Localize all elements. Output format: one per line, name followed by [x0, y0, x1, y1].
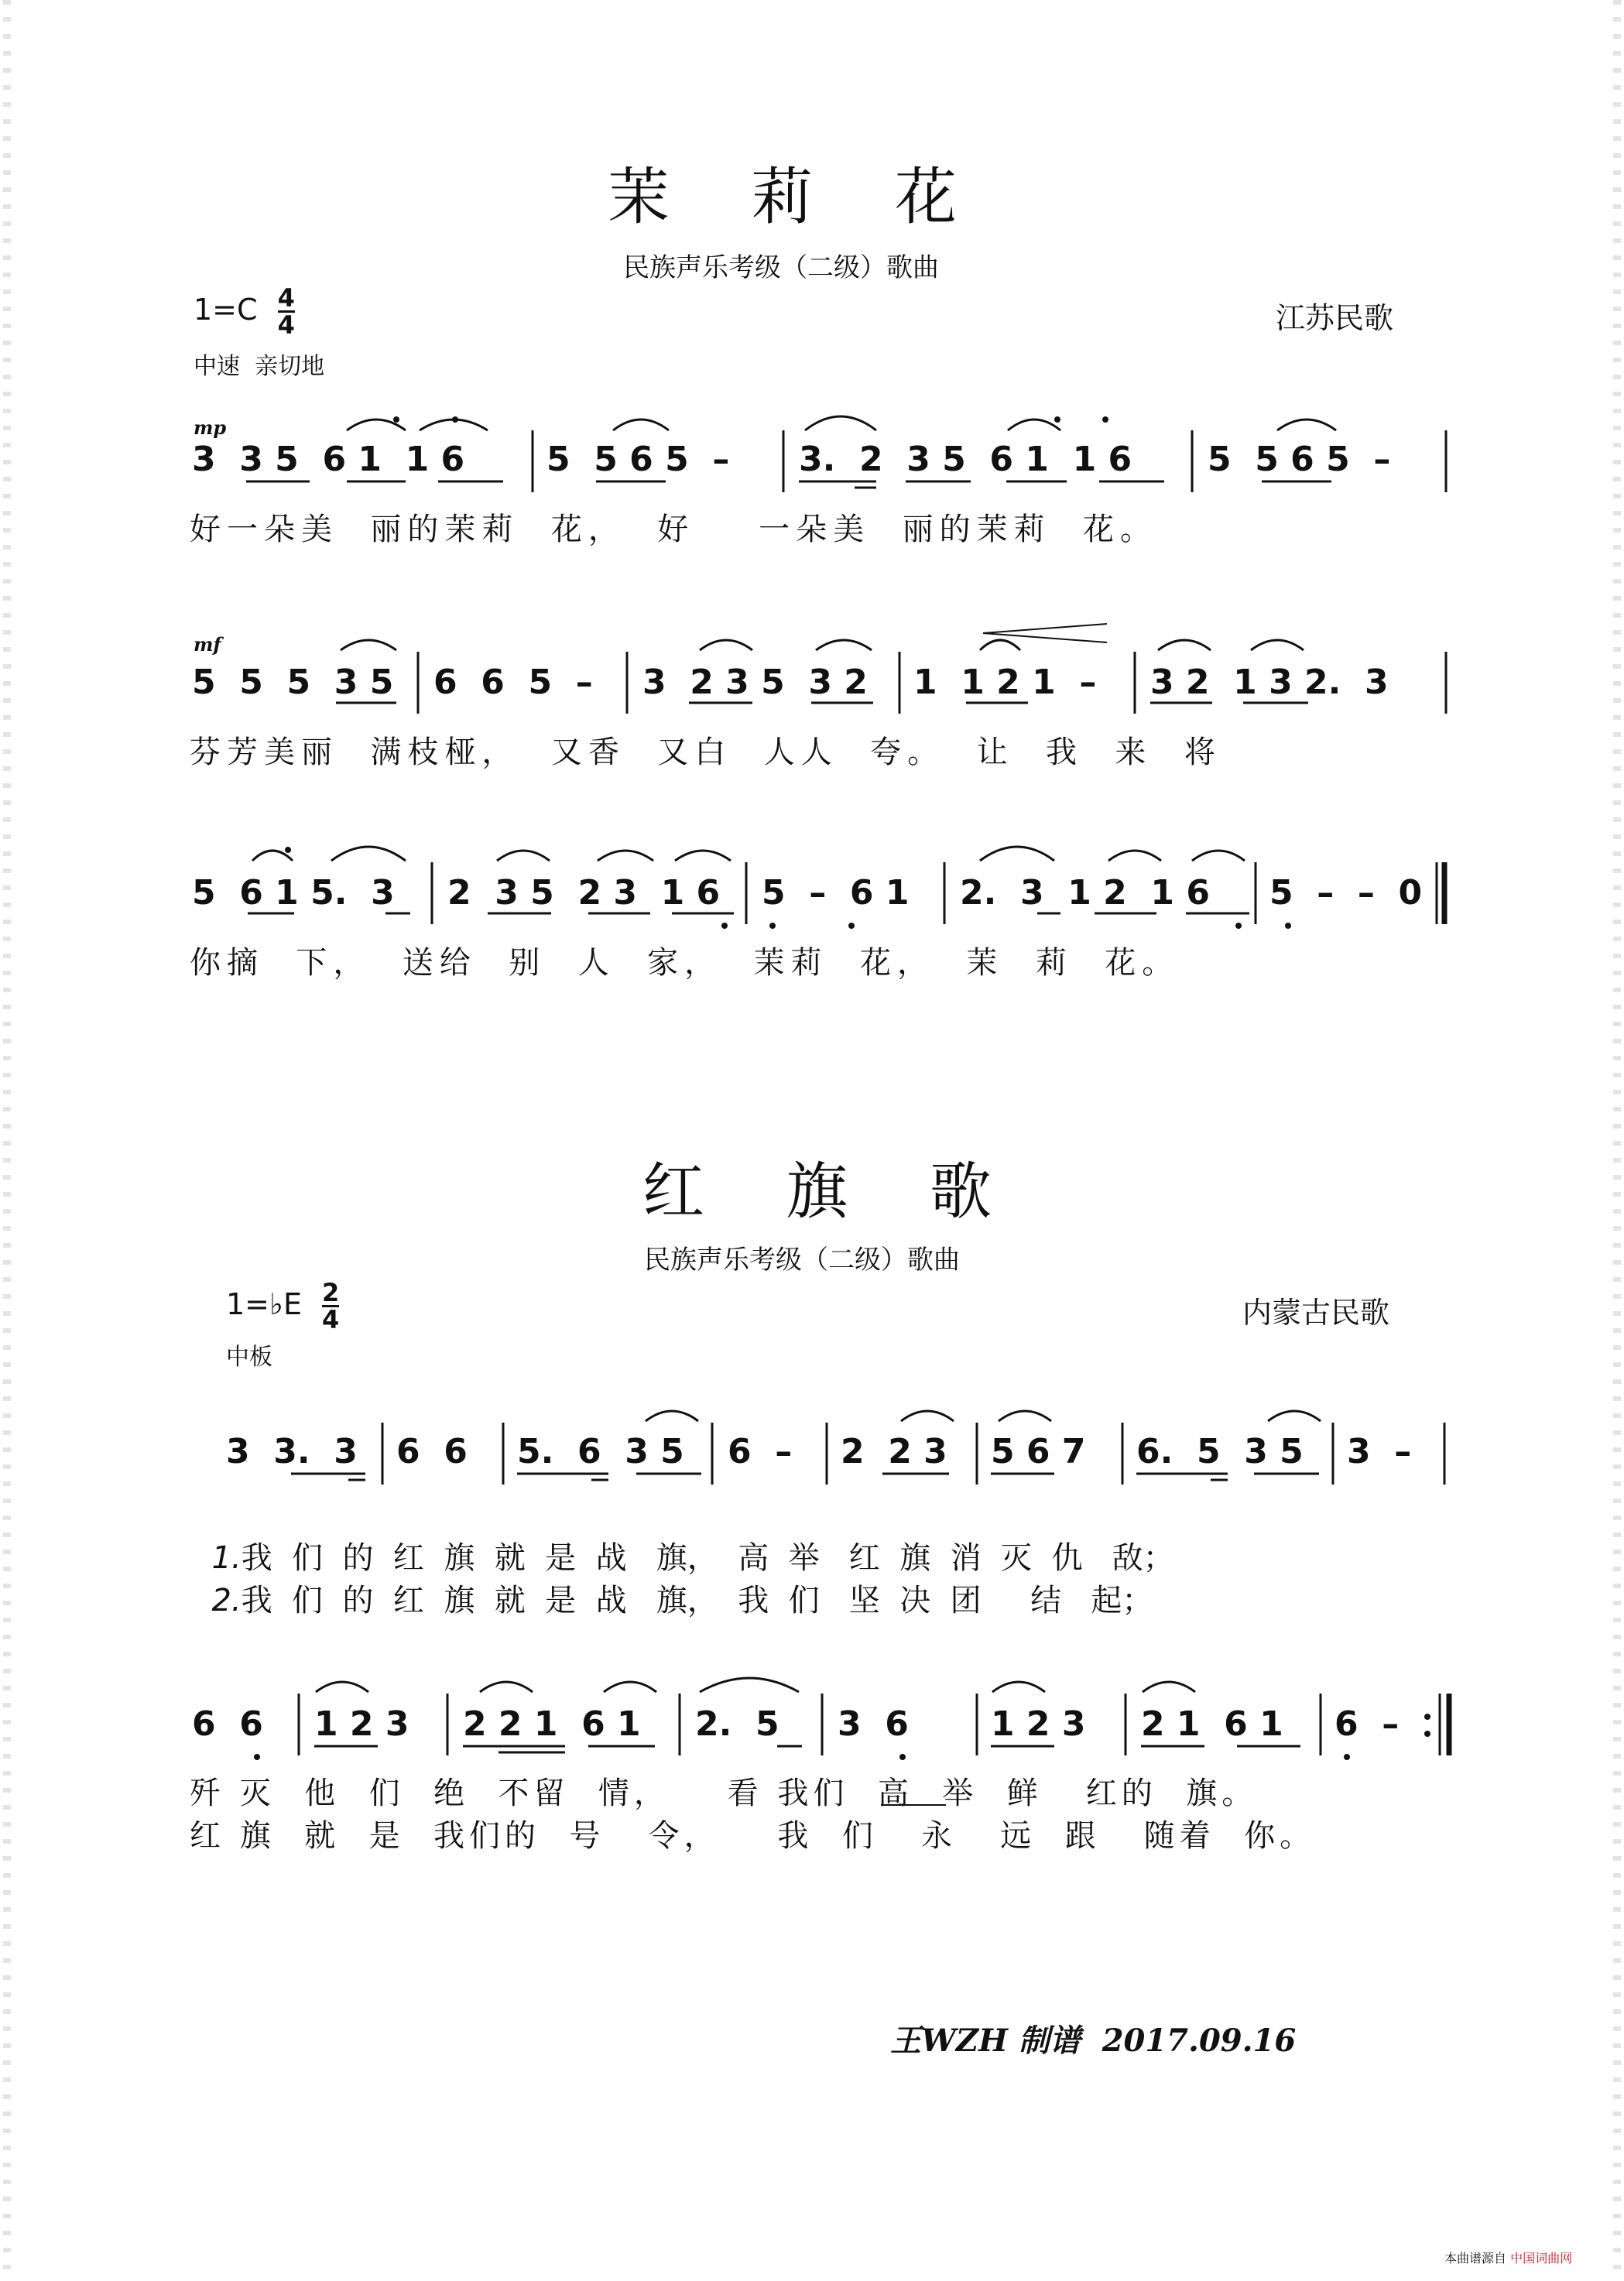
song2-row1-measure3: 5. 6 3 5 — [517, 1432, 684, 1471]
slur — [316, 1682, 368, 1692]
octave-dot — [848, 923, 855, 929]
octave-dot — [1102, 416, 1108, 423]
song2-row2-measure4: 2. 5 — [695, 1704, 779, 1744]
octave-dot — [1344, 1754, 1350, 1760]
slur — [700, 640, 752, 650]
transcriber-signature: 王WZH 制谱 2017.09.16 — [890, 2022, 1297, 2059]
song1-row2-measure5: 3 2 1 3 2. 3 — [1150, 663, 1389, 702]
song2-row2-measure7: 2 1 6 1 — [1141, 1704, 1283, 1744]
slur — [1143, 1682, 1195, 1692]
slur — [675, 851, 731, 861]
song1-row3-measure2: 2 3 5 2 3 1 6 — [447, 873, 721, 913]
octave-dot — [285, 847, 291, 853]
song2-key: 1=♭E — [226, 1287, 302, 1321]
song2-row2-measure8: 6 – — [1334, 1704, 1400, 1744]
song1-tempo: 中速 亲切地 — [194, 353, 325, 380]
footer-source: 本曲谱源自 中国词曲网 — [1444, 2251, 1573, 2266]
song2-row1-measure1: 3 3. 3 — [226, 1432, 358, 1471]
song1-row2-measure3: 3 2 3 5 3 2 — [642, 663, 868, 702]
song2-row2-verse2: 红 旗 就 是 我们的 号 令， 我 们 永 远 跟 随着 你。 — [190, 1818, 1316, 1854]
octave-dot — [769, 923, 776, 929]
song1-row1-measure3: 3. 2 3 5 6 1 1 6 — [799, 440, 1132, 479]
slur — [1268, 1411, 1321, 1421]
slur — [816, 640, 872, 650]
song1-row1-measure2: 5 5 6 5 – — [546, 440, 730, 479]
slur — [805, 416, 876, 430]
song1-subtitle: 民族声乐考级（二级）歌曲 — [623, 252, 939, 283]
octave-dot — [1285, 923, 1291, 929]
slur — [497, 851, 550, 861]
song2-row2-measure6: 1 2 3 — [991, 1704, 1086, 1744]
slur — [1277, 420, 1336, 430]
song1-row1-measure1: 3 3 5 6 1 1 6 — [192, 440, 465, 479]
slur — [992, 1682, 1045, 1692]
octave-dot — [721, 923, 728, 929]
song1-title: 茉 莉 花 — [608, 161, 957, 233]
song1-time-signature: $\frac{4}{4}$ — [277, 283, 295, 340]
slur — [901, 1411, 954, 1421]
song2-row2-measure2: 1 2 3 — [314, 1704, 409, 1744]
song2-row1-measure5: 2 2 3 — [841, 1432, 947, 1471]
song1-row2-measure2: 6 6 5 – — [433, 663, 593, 702]
song1-dynamic-mf: mf — [194, 633, 221, 656]
footer-site-link[interactable]: 中国词曲网 — [1510, 2251, 1573, 2266]
slur — [700, 1678, 799, 1692]
song1-row3-measure4: 2. 3 1 2 1 6 — [960, 873, 1210, 913]
repeat-dot — [1424, 1714, 1430, 1720]
octave-dot — [1054, 416, 1060, 423]
slur — [646, 1411, 698, 1421]
slur — [1008, 420, 1060, 430]
song2-row2-measure5: 3 6 — [838, 1704, 909, 1744]
octave-dot — [393, 416, 399, 423]
slur — [480, 1682, 533, 1692]
octave-dot — [899, 1754, 906, 1760]
song1-row3-measure3: 5 – 6 1 — [762, 873, 910, 913]
song1-row2-measure1: 5 5 5 3 5 — [192, 663, 394, 702]
song1-row3-measure5: 5 – – 0 — [1269, 873, 1423, 913]
slur — [1158, 640, 1211, 650]
slur — [331, 847, 406, 861]
repeat-dot — [1424, 1731, 1430, 1737]
song2-row1-verse1: 1.我 们 的 红 旗 就 是 战 旗， 高 举 红 旗 消 灭 仇 敌； — [211, 1540, 1174, 1576]
song2-row1-measure2: 6 6 — [396, 1432, 468, 1471]
song1-key: 1=C — [194, 293, 258, 327]
octave-dot — [1235, 923, 1242, 929]
slur — [604, 1682, 656, 1692]
song2-subtitle: 民族声乐考级（二级）歌曲 — [644, 1245, 960, 1276]
song1-row1-measure4: 5 5 6 5 – — [1208, 440, 1391, 479]
song2-row1-measure8: 3 – — [1347, 1432, 1412, 1471]
song2-row1-measure7: 6. 5 3 5 — [1136, 1432, 1304, 1471]
slur — [341, 640, 396, 650]
song2-row1-measure6: 5 6 7 — [991, 1432, 1086, 1471]
slur — [1192, 851, 1245, 861]
song1-row2-measure4: 1 1 2 1 – — [913, 663, 1097, 702]
slur — [980, 640, 1020, 650]
song1-row1-lyrics: 好一朵美 丽的茉莉 花， 好 一朵美 丽的茉莉 花。 — [190, 512, 1158, 547]
song2-row2-measure1: 6 6 — [192, 1704, 263, 1744]
song1-origin: 江苏民歌 — [1276, 301, 1394, 335]
slur — [1251, 640, 1304, 650]
octave-dot — [452, 416, 458, 423]
song2-row2-measure3: 2 2 1 6 1 — [463, 1704, 641, 1744]
slur — [598, 851, 653, 861]
song1-dynamic-mp: mp — [194, 416, 227, 439]
octave-dot — [254, 1754, 260, 1760]
song2-row1-measure4: 6 – — [728, 1432, 793, 1471]
slur — [1108, 851, 1161, 861]
song2-time-signature: $\frac{2}{4}$ — [322, 1278, 340, 1334]
song2-row2-verse1: 歼 灭 他 们 绝 不留 情， 看 我们 高 举 鲜 红的 旗。 — [190, 1776, 1258, 1811]
slur — [613, 420, 669, 430]
slur — [980, 847, 1054, 861]
song1-row2-lyrics: 芬芳美丽 满枝桠， 又香 又白 人人 夸。 让 我 来 将 — [190, 735, 1221, 770]
song1-row3-measure1: 5 6 1 5. 3 — [192, 873, 395, 913]
slur — [999, 1411, 1051, 1421]
song2-row1-verse2: 2.我 们 的 红 旗 就 是 战 旗， 我 们 坚 决 团 结 起； — [211, 1583, 1153, 1618]
song1-row3-lyrics: 你摘 下， 送给 别 人 家， 茉莉 花， 茉 莉 花。 — [190, 945, 1180, 981]
song2-origin: 内蒙古民歌 — [1242, 1296, 1390, 1330]
song2-title: 红 旗 歌 — [642, 1156, 992, 1228]
song2-tempo: 中板 — [226, 1344, 272, 1371]
